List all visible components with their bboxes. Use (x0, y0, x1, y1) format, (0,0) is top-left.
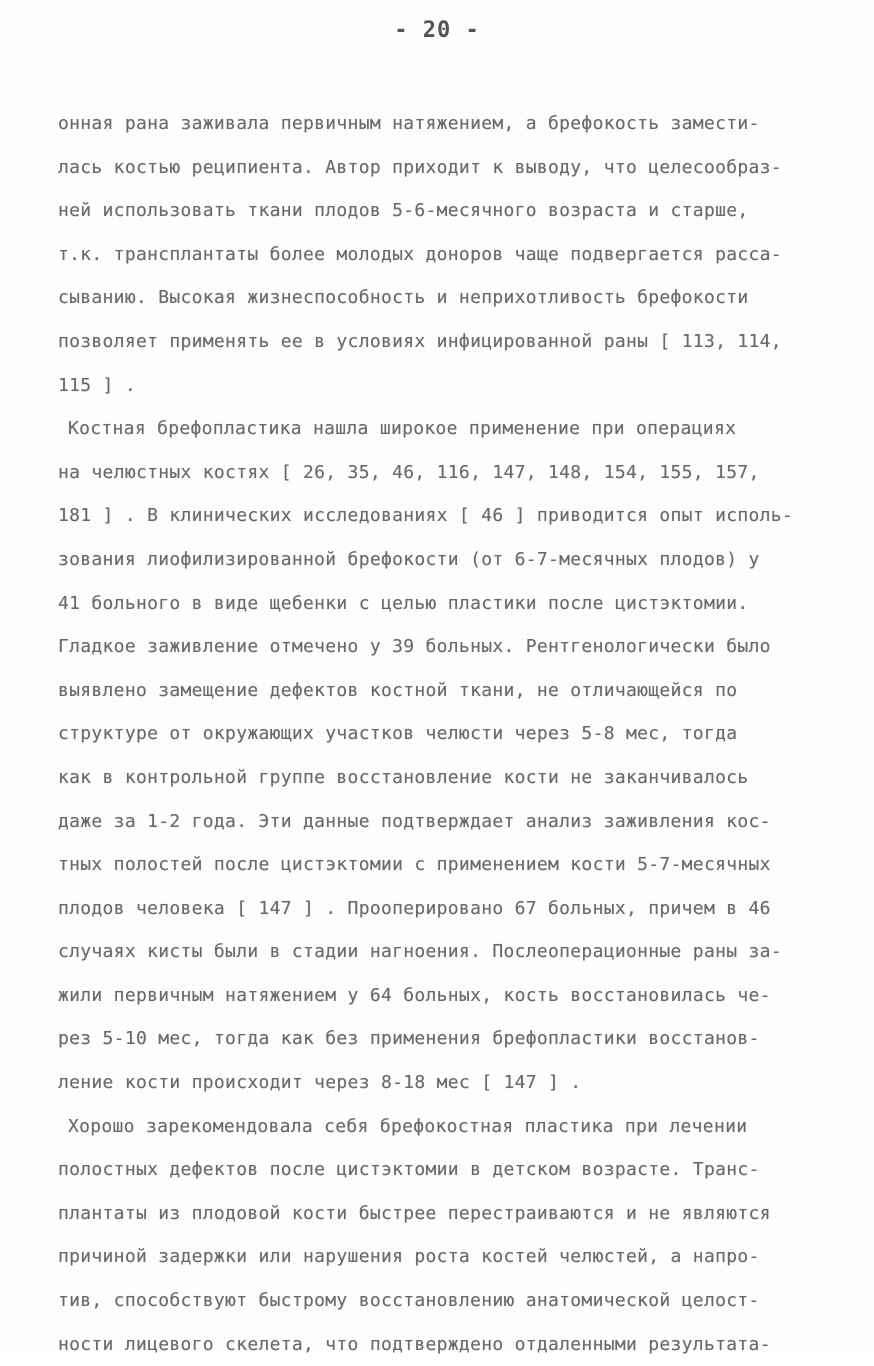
text-line: ней использовать ткани плодов 5-6-месячного возраста и старше, (58, 200, 749, 222)
text-line: т.к. трансплантаты более молодых доноров чаще подвергается расса- (58, 243, 782, 265)
text-line: Гладкое заживление отмечено у 39 больных. Рентгенологически было (58, 636, 771, 658)
text-line: лась костью реципиента. Автор приходит к выводу, что целесообраз- (58, 156, 782, 178)
text-line: тных полостей после цистэктомии с применением кости 5-7-месячных (58, 854, 771, 876)
text-line: как в контрольной группе восстановление кости не заканчивалось (58, 766, 749, 788)
text-line: ление кости происходит через 8-18 мес [ 147 ] . (58, 1072, 582, 1094)
text-line: рез 5-10 мес, тогда как без применения брефопластики восстанов- (58, 1028, 760, 1050)
text-line: сыванию. Высокая жизнеспособность и неприхотливость брефокости (58, 287, 749, 309)
text-line: случаях кисты были в стадии нагноения. Послеоперационные раны за- (58, 941, 782, 963)
page-number: - 20 - (394, 18, 480, 43)
text-line: Костная брефопластика нашла широкое применение при операциях (68, 418, 737, 440)
text-line: тив, способствуют быстрому восстановлению анатомической целост- (58, 1290, 760, 1312)
text-line: даже за 1-2 года. Эти данные подтверждает анализ заживления кос- (58, 810, 771, 832)
text-line: структуре от окружающих участков челюсти через 5-8 мес, тогда (58, 723, 738, 745)
text-line: 181 ] . В клинических исследованиях [ 46 ] приводится опыт исполь- (58, 505, 794, 527)
text-line: плантаты из плодовой кости быстрее перестраиваются и не являются (58, 1202, 771, 1224)
text-line: жили первичным натяжением у 64 больных, кость восстановилась че- (58, 984, 771, 1006)
text-line: 41 больного в виде щебенки с целью пластики после цистэктомии. (58, 592, 749, 614)
text-line: выявлено замещение дефектов костной ткани, не отличающейся по (58, 679, 738, 701)
text-line: ности лицевого скелета, что подтверждено отдаленными результата- (58, 1333, 771, 1355)
text-line: 115 ] . (58, 374, 136, 396)
text-line: Хорошо зарекомендовала себя брефокостная пластика при лечении (68, 1115, 748, 1137)
text-line: онная рана заживала первичным натяжением, а брефокость замести- (58, 113, 760, 134)
text-line: на челюстных костях [ 26, 35, 46, 116, 147, 148, 154, 155, 157, (58, 461, 760, 483)
text-line: плодов человека [ 147 ] . Прооперировано 67 больных, причем в 46 (58, 897, 771, 919)
text-line: зования лиофилизированной брефокости (от 6-7-месячных плодов) у (58, 548, 760, 570)
text-line: позволяет применять ее в условиях инфицированной раны [ 113, 114, (58, 330, 782, 352)
body-text (58, 102, 848, 1366)
text-line: причиной задержки или нарушения роста костей челюстей, а напро- (58, 1246, 760, 1268)
text-line: полостных дефектов после цистэктомии в детском возрасте. Транс- (58, 1159, 760, 1181)
